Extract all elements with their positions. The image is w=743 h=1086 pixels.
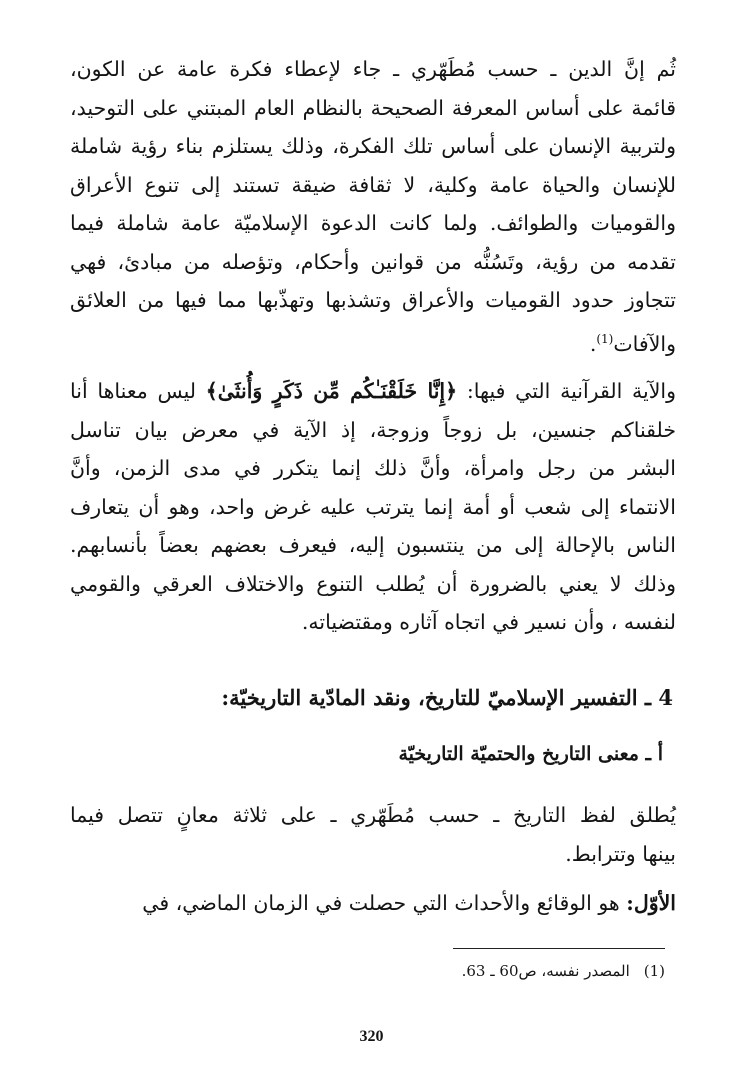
section-heading: 4 ـ التفسير الإسلاميّ للتاريخ، ونقد المادّية التاريخيّة:	[221, 685, 673, 710]
text-line: قائمة على أساس المعرفة الصحيحة بالنظام العام المبتني على التوحيد،	[70, 95, 676, 120]
text-line: ثُم إنَّ الدين ـ حسب مُطَهّري ـ جاء لإعطاء فكرة عامة عن الكون،	[70, 57, 676, 81]
footnote-text: المصدر نفسه، ص60 ـ 63.	[461, 962, 630, 980]
paragraph-2	[70, 372, 676, 642]
text-fragment: .	[589, 331, 597, 356]
footnote-number: (1)	[643, 962, 665, 980]
bold-lead: الأوّل:	[626, 891, 676, 915]
text-line	[70, 372, 676, 411]
footnote-divider	[453, 948, 665, 949]
text-line	[70, 884, 676, 923]
text-line	[70, 320, 676, 363]
footnote	[462, 962, 665, 980]
page-number: 320	[359, 1028, 384, 1045]
paragraph-4	[70, 884, 676, 923]
subsection-heading: أ ـ معنى التاريخ والحتميّة التاريخيّة	[398, 743, 663, 765]
text-line: ولتربية الإنسان على أساس تلك الفكرة، وذلك يستلزم بناء رؤية شاملة	[70, 134, 676, 158]
text-line: وذلك لا يعني بالضرورة أن يُطلب التنوع والاختلاف العرقي والقومي	[70, 571, 676, 596]
text-line: بينها وتترابط.	[565, 841, 676, 866]
text-line: لنفسه ، وأن نسير في اتجاه آثاره ومقتضياته.	[301, 610, 676, 634]
text-line: للإنسان والحياة عامة وكلية، لا ثقافة ضيقة تستند إلى تنوع الأعراق	[70, 172, 676, 197]
footnote-reference: (1)	[596, 331, 614, 346]
text-line: البشر من رجل وامرأة، وأنَّ ذلك إنما يتكرر في مدى الزمن، وأنَّ	[70, 456, 676, 480]
text-line: خلقناكم جنسين، بل زوجاً وزوجة، إذ الآية في معرض بيان تناسل	[70, 417, 676, 442]
text-line: تتجاوز حدود القوميات والأعراق وتشذبها وتهذّبها مما فيها من العلائق	[70, 288, 676, 312]
text-fragment: ليس معناها أنا	[70, 379, 206, 403]
text-line: الناس بالإحالة إلى من ينتسبون إليه، فيعرف بعضهم بعضاً بأنسابهم.	[70, 533, 676, 557]
paragraph-3	[70, 796, 676, 873]
text-fragment: هو الوقائع والأحداث التي حصلت في الزمان الماضي، في	[142, 891, 627, 915]
paragraph-1	[70, 50, 676, 363]
text-fragment: والآية القرآنية التي فيها:	[457, 379, 676, 403]
text-line: والقوميات والطوائف. ولما كانت الدعوة الإسلاميّة عامة شاملة فيما	[70, 211, 676, 235]
text-fragment: والآفات	[613, 331, 676, 356]
quran-verse: ﴿إِنَّا خَلَقْنَـٰكُم مِّن ذَكَرٍ وَأُنثَىٰ﴾	[205, 379, 458, 403]
text-line: تقدمه من رؤية، وتَسُنُّه من قوانين وأحكام، وتؤصله من مبادئ، فهي	[70, 249, 676, 274]
text-line: الانتماء إلى شعب أو أمة إنما يترتب عليه غرض واحد، وهو أن يتعارف	[70, 494, 676, 519]
text-line: يُطلق لفظ التاريخ ـ حسب مُطَهّري ـ على ثلاثة معانٍ تتصل فيما	[70, 803, 676, 827]
